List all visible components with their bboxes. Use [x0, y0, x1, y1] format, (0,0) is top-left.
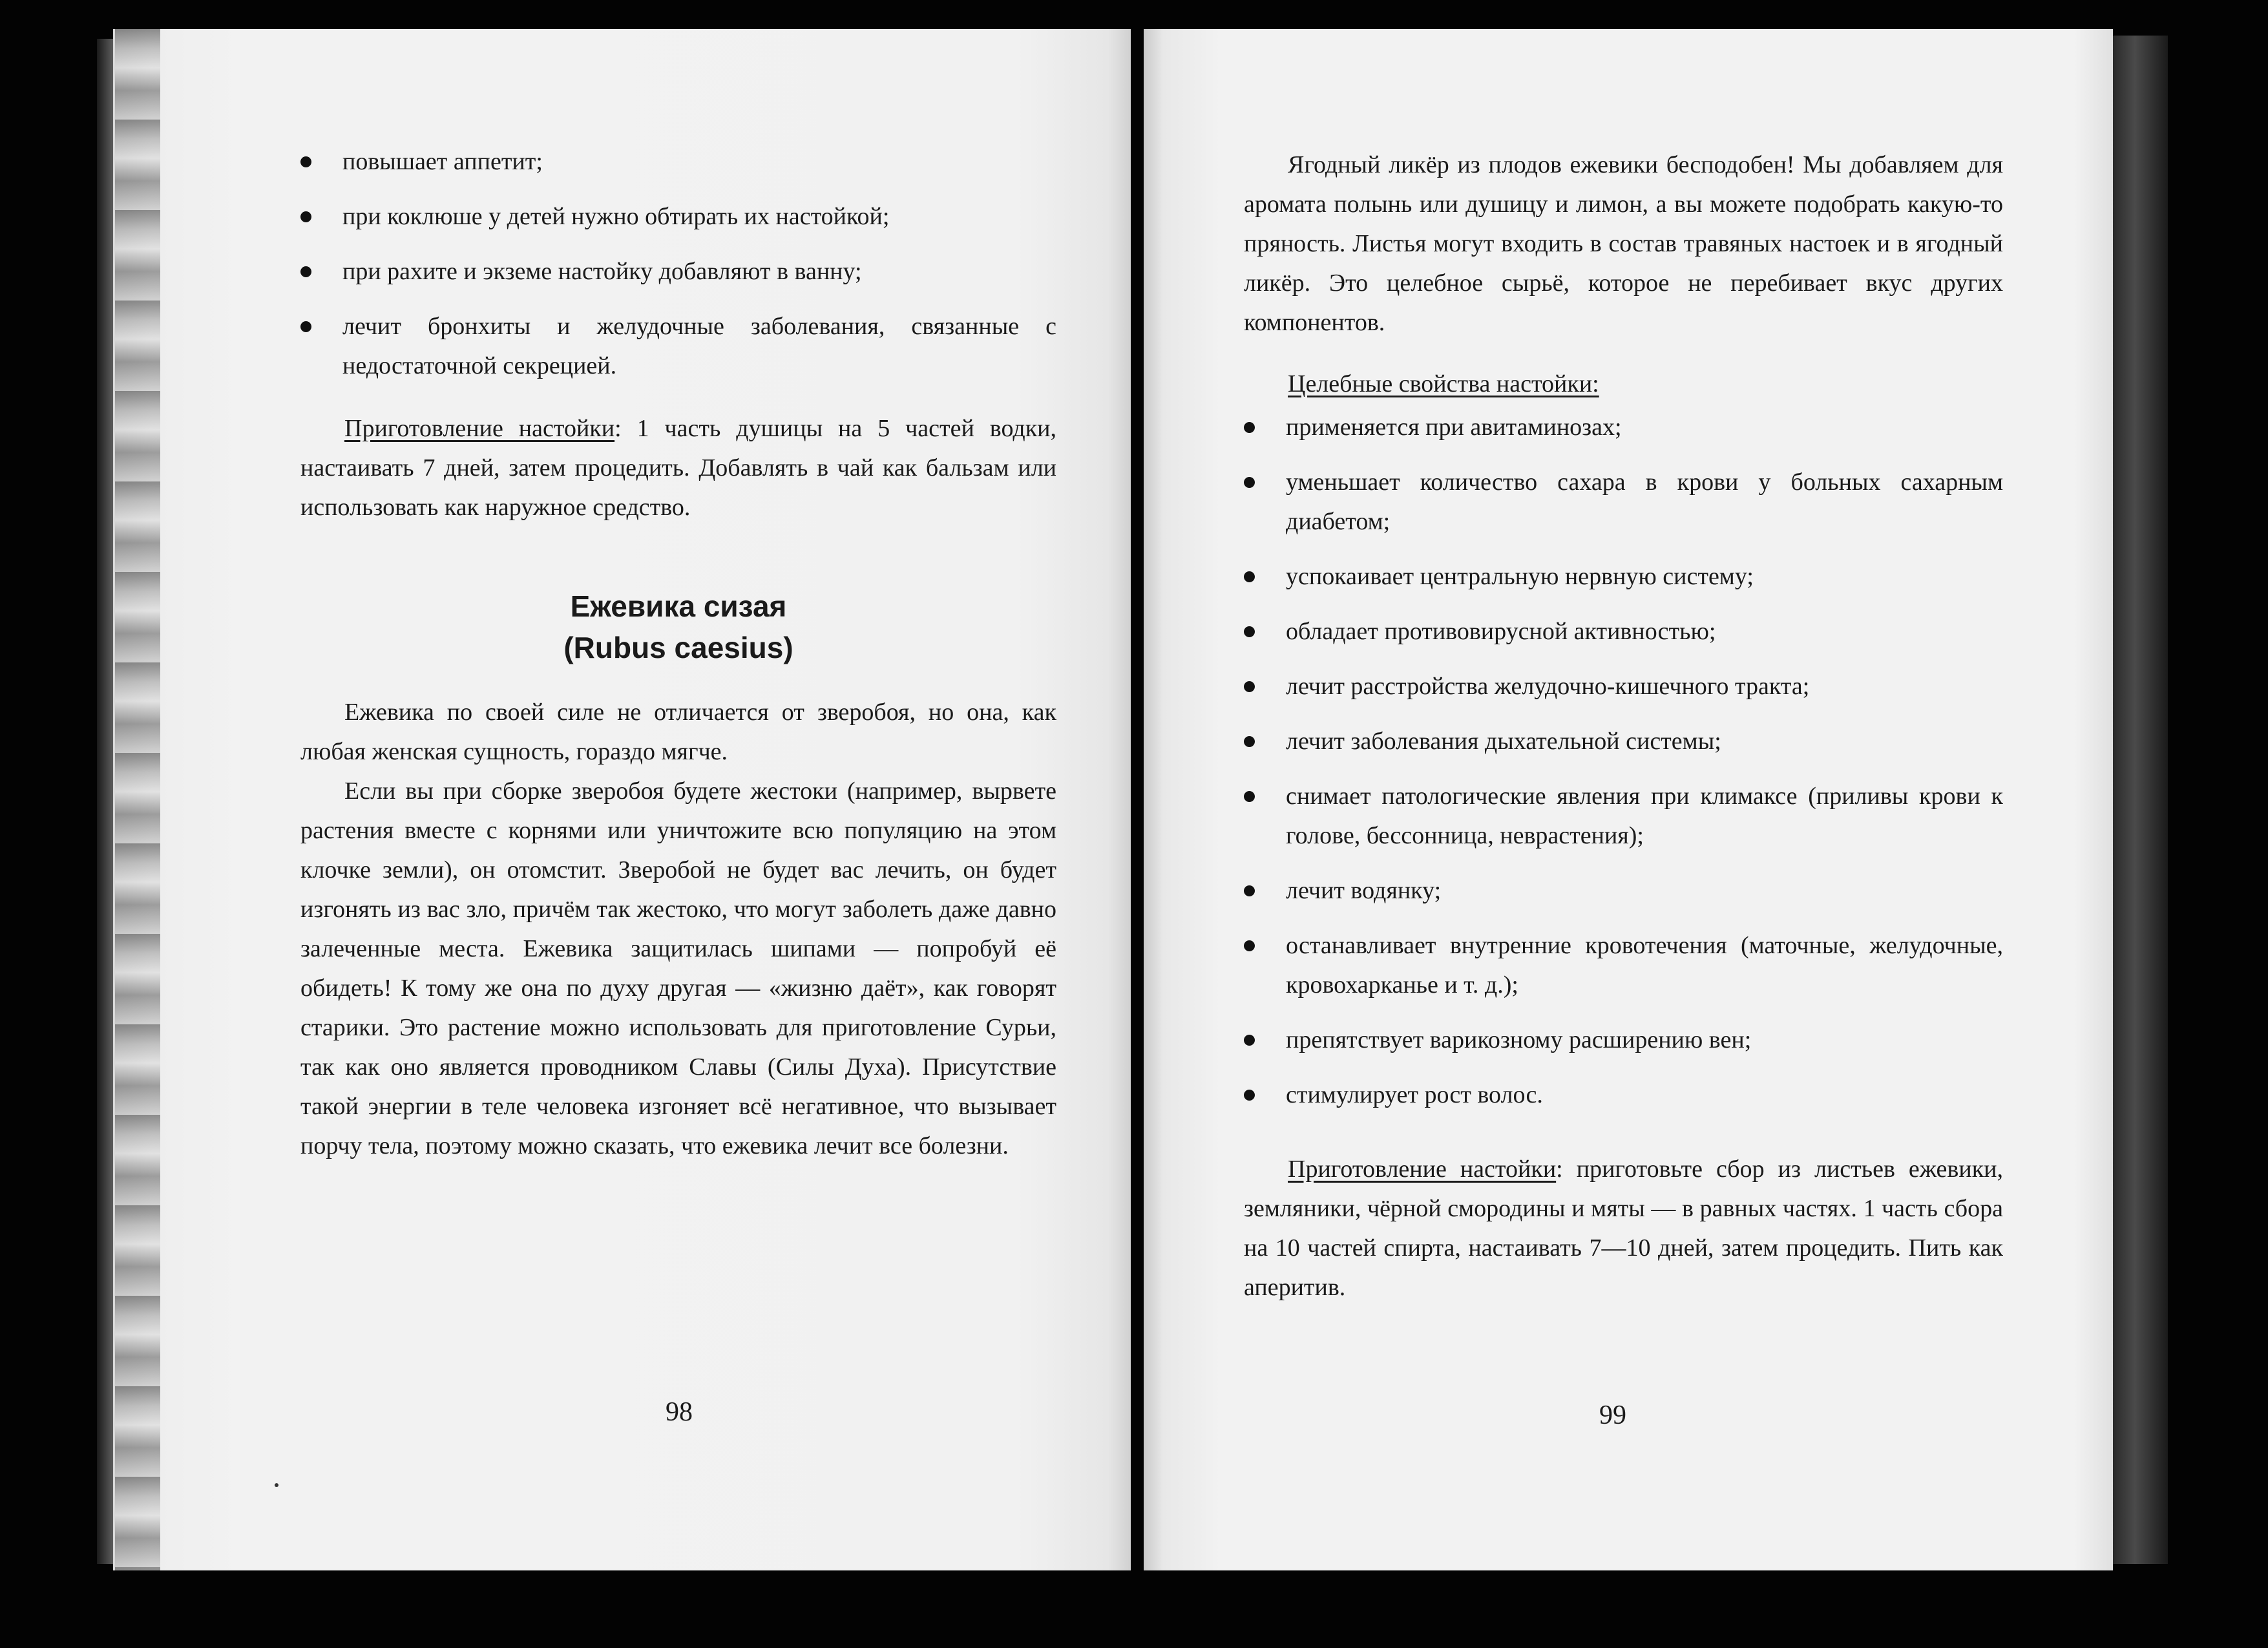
scan-speck — [275, 1483, 278, 1487]
left-paragraph-2: Если вы при сборке зверобоя будете жестоки (например, вырвете растения вместе с корнями или уничтожите всю популяцию на этом клочке земли), он отомстит. Зверобой не будет вас лечить, он будет изгонять из вас зло, причём так жестоко, что могут заболеть даже давно залеченные места. Ежевика защитилась шипами — попробуй её обидеть! К тому же она по духу другая — «жизню даёт», как говорят старики. Это растение можно использовать для приготовление Сурьи, так как оно является проводником Славы (Силы Духа). Присутствие такой энергии в теле человека изгоняет всё негативное, что вызывает порчу тела, поэтому можно сказать, что ежевика лечит все болезни. — [300, 777, 1056, 1159]
list-item: уменьшает количество сахара в крови у больных сахарным диабетом; — [1244, 463, 2003, 542]
right-prep-label: Приготовление настойки — [1288, 1156, 1557, 1183]
right-intro-paragraph: Ягодный ликёр из плодов ежевики бесподобен! Мы добавляем для аромата полынь или душицу и лимон, а вы можете подобрать какую-то пряность. Листья могут входить в состав травяных настоек и в ягодный ликёр. Это целебное сырьё, которое не перебивает вкус других компонентов. — [1244, 151, 2003, 336]
left-prep-paragraph — [300, 409, 1056, 527]
left-prep-label: Приготовление настойки — [344, 415, 615, 442]
list-item: лечит бронхиты и желудочные заболевания, связанные с недостаточной секрецией. — [300, 307, 1056, 386]
list-item: повышает аппетит; — [300, 142, 1056, 182]
left-page-text — [300, 142, 1056, 1166]
page-number-right: 99 — [1599, 1400, 1626, 1430]
right-page-text — [1244, 145, 2003, 1307]
list-item: при рахите и экземе настойку добавляют в ванну; — [300, 252, 1056, 291]
right-prep-paragraph — [1244, 1150, 2003, 1307]
left-prep-text: : 1 часть душицы на 5 частей водки, настаивать 7 дней, затем процедить. Добавлять в чай как бальзам или использовать как наружное средство. — [300, 415, 1056, 521]
right-bullet-list — [1244, 408, 2003, 1115]
left-bullet-list — [300, 142, 1056, 386]
list-item: стимулирует рост волос. — [1244, 1075, 2003, 1115]
book-right-edge — [2113, 36, 2168, 1564]
list-item: обладает противовирусной активностью; — [1244, 612, 2003, 651]
list-item: лечит водянку; — [1244, 871, 2003, 911]
list-item: применяется при авитаминозах; — [1244, 408, 2003, 447]
list-item: останавливает внутренние кровотечения (маточные, желудочные, кровохарканье и т. д.); — [1244, 926, 2003, 1005]
left-page-bleed-illustration — [115, 29, 160, 1570]
left-paragraph-1: Ежевика по своей силе не отличается от зверобоя, но она, как любая женская сущность, гораздо мягче. — [300, 699, 1056, 765]
list-item: препятствует варикозному расширению вен; — [1244, 1020, 2003, 1060]
list-item: при коклюше у детей нужно обтирать их настойкой; — [300, 197, 1056, 237]
section-subtitle-latin: (Rubus caesius) — [563, 631, 793, 664]
properties-title: Целебные свойства настойки: — [1288, 370, 1599, 397]
section-title: Ежевика сизая — [570, 589, 787, 623]
list-item: лечит заболевания дыхательной системы; — [1244, 722, 2003, 761]
right-prep-text: : приготовьте сбор из листьев ежевики, земляники, чёрной смородины и мяты — в равных частях. 1 часть сбора на 10 частей спирта, настаивать 7—10 дней, затем процедить. Пить как аперитив. — [1244, 1156, 2003, 1301]
list-item: лечит расстройства желудочно-кишечного тракта; — [1244, 667, 2003, 706]
list-item: успокаивает центральную нервную систему; — [1244, 557, 2003, 597]
list-item: снимает патологические явления при климаксе (приливы крови к голове, бессонница, неврастения); — [1244, 777, 2003, 856]
page-number-left: 98 — [666, 1397, 693, 1427]
